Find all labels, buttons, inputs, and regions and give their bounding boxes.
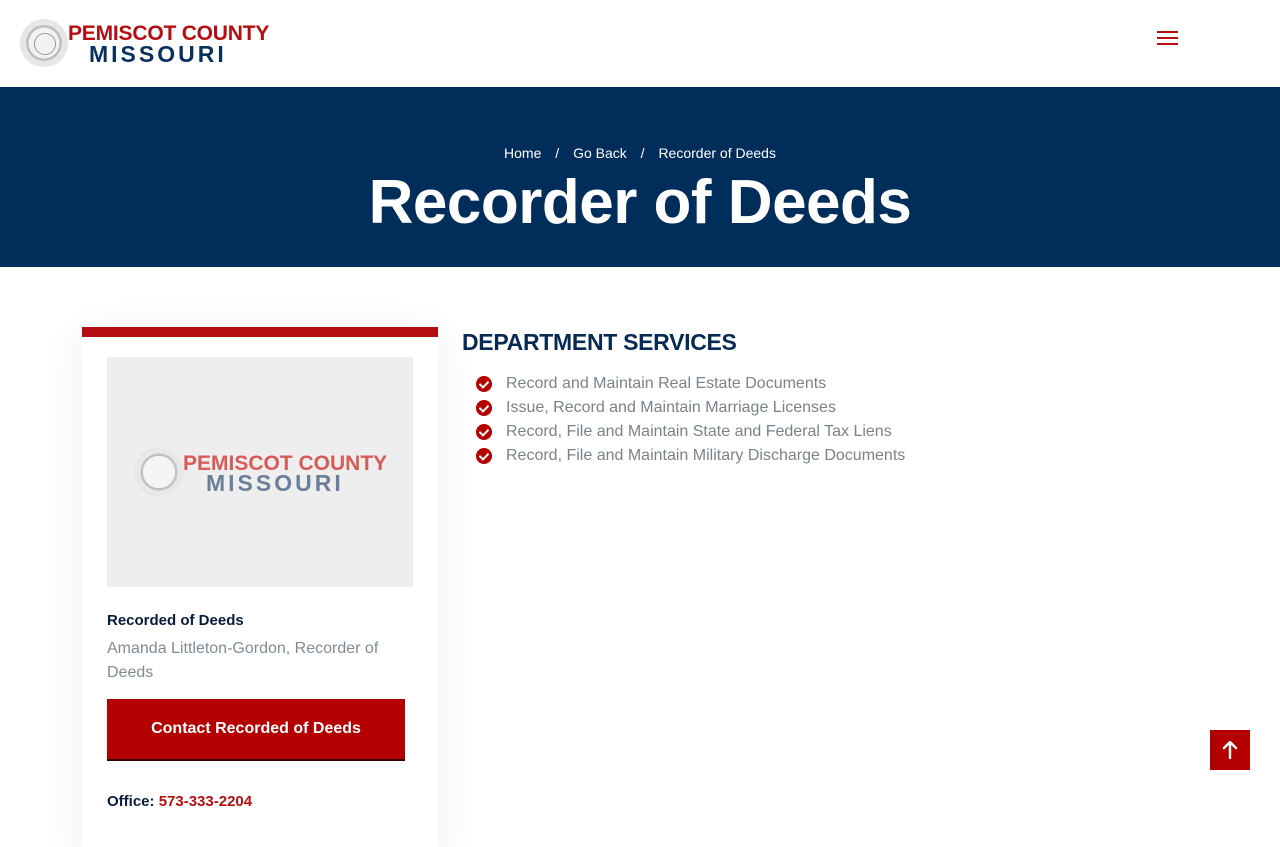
service-item <box>476 446 905 470</box>
office-phone-line <box>107 793 252 810</box>
check-circle-icon <box>476 424 492 440</box>
contact-button[interactable]: Contact Recorded of Deeds <box>107 699 405 759</box>
service-item-label: Issue, Record and Maintain Marriage Licenses <box>506 399 836 416</box>
check-circle-icon <box>476 448 492 464</box>
official-name-role: Amanda Littleton-Gordon, Recorder of Deeds <box>107 640 379 681</box>
service-item <box>476 422 905 446</box>
official-office-name: Recorded of Deeds <box>107 612 244 629</box>
service-item <box>476 398 905 422</box>
back-to-top-button[interactable] <box>1210 730 1250 770</box>
photo-logo-state-name: MISSOURI <box>206 470 344 496</box>
breadcrumb-home[interactable]: Home <box>504 145 542 161</box>
site-header <box>0 0 1280 87</box>
check-circle-icon <box>476 400 492 416</box>
services-heading: DEPARTMENT SERVICES <box>462 329 737 355</box>
breadcrumb-current: Recorder of Deeds <box>658 145 776 161</box>
service-item-label: Record and Maintain Real Estate Documents <box>506 375 827 392</box>
county-seal-icon <box>20 19 68 67</box>
hamburger-menu-icon[interactable] <box>1157 30 1179 46</box>
logo-state-name: MISSOURI <box>89 41 227 67</box>
page-hero <box>0 87 1280 267</box>
office-label: Office: <box>107 793 155 810</box>
check-circle-icon <box>476 376 492 392</box>
office-phone-link[interactable]: 573-333-2204 <box>158 793 253 810</box>
breadcrumb-go-back[interactable]: Go Back <box>573 145 627 161</box>
breadcrumb-separator: / <box>640 145 645 161</box>
breadcrumb-separator: / <box>555 145 560 161</box>
service-item <box>476 374 905 398</box>
page-title: Recorder of Deeds <box>368 168 912 237</box>
county-seal-icon <box>134 447 184 497</box>
service-item-label: Record, File and Maintain Military Discharge Documents <box>506 447 906 464</box>
logo-county-name: PEMISCOT COUNTY <box>68 22 270 45</box>
breadcrumb <box>0 145 1280 161</box>
arrow-up-icon <box>1222 741 1238 759</box>
photo-logo-county-name: PEMISCOT COUNTY <box>183 452 388 475</box>
official-card <box>82 327 438 847</box>
services-list <box>476 374 905 470</box>
official-photo-placeholder <box>107 357 413 587</box>
site-logo[interactable] <box>20 19 270 67</box>
service-item-label: Record, File and Maintain State and Federal Tax Liens <box>506 423 892 440</box>
